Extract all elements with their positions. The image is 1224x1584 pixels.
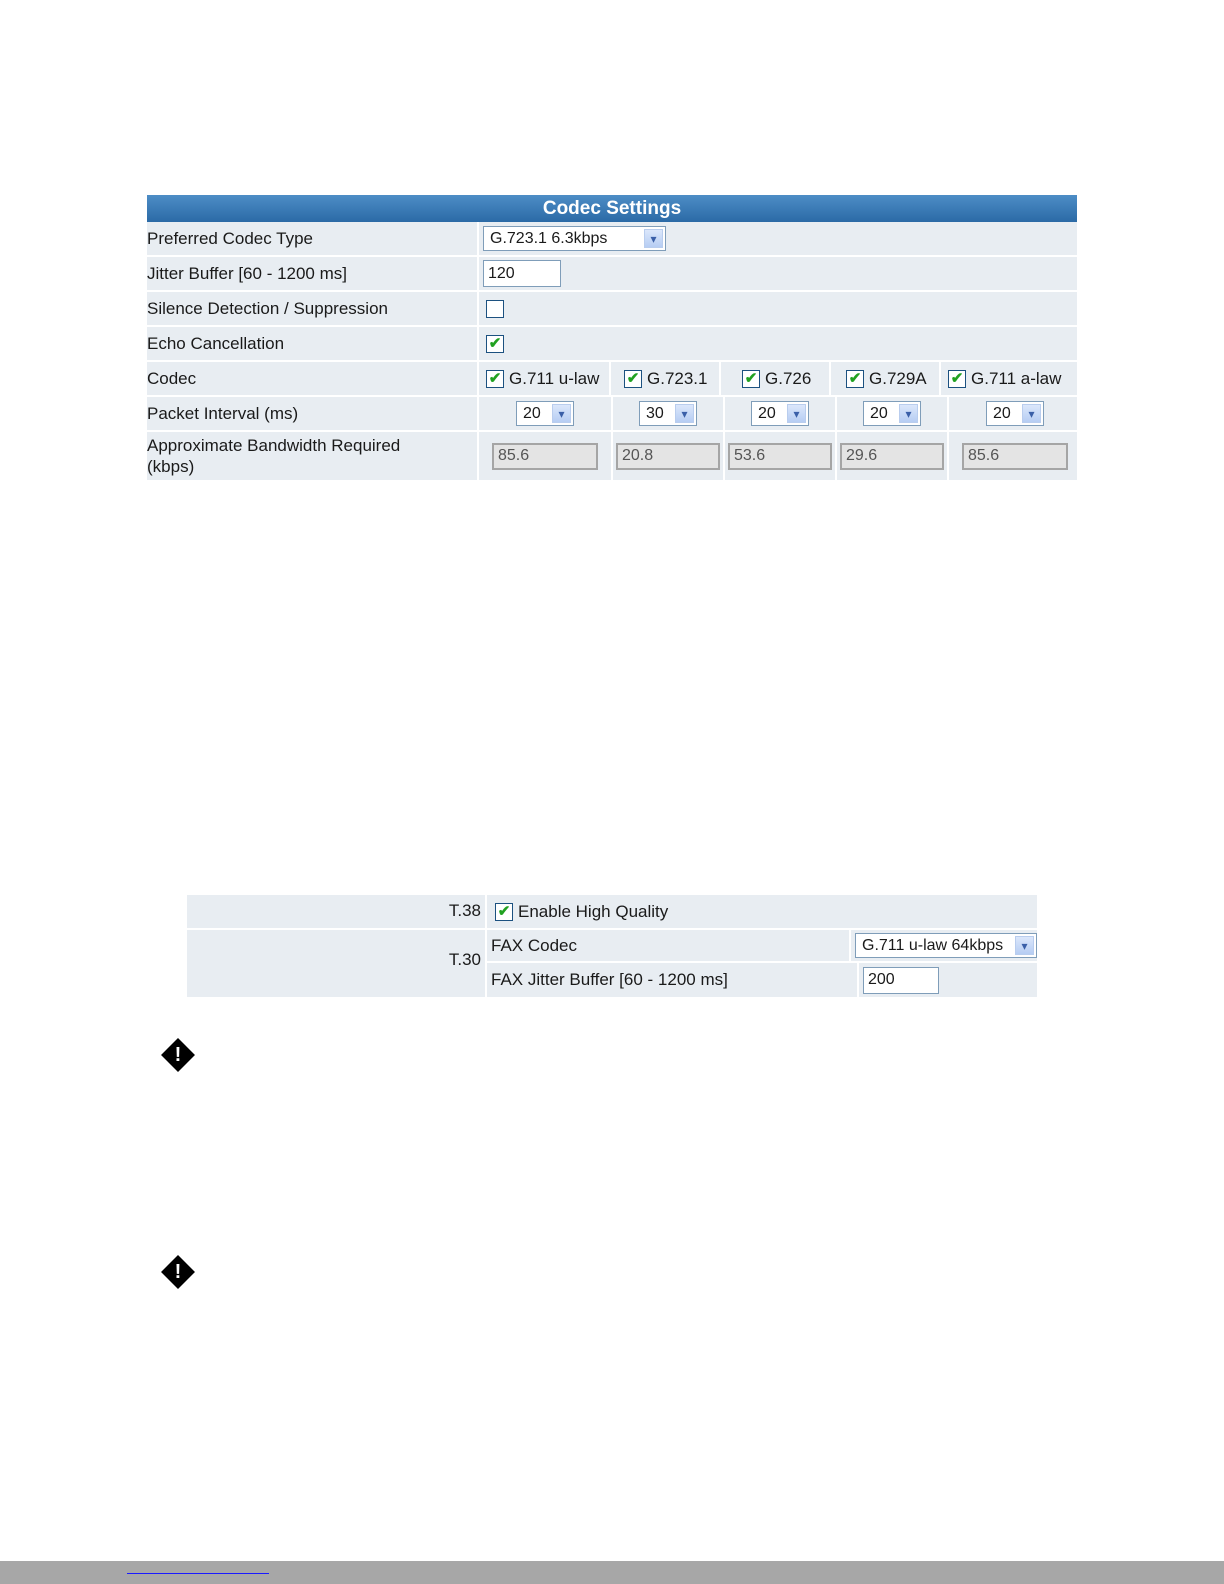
chevron-down-icon[interactable]: ▾ [787,404,806,423]
codec-g711u-checkbox[interactable] [486,370,504,388]
silence-detection-checkbox[interactable] [486,300,504,318]
interval-select-g726[interactable] [751,401,809,426]
fax-jitter-label: FAX Jitter Buffer [60 - 1200 ms] [491,970,728,989]
interval-value: 20 [870,404,888,422]
warning-mark: ! [174,1260,182,1283]
warning-mark: ! [174,1043,182,1066]
bandwidth-label-line2: (kbps) [147,457,195,476]
interval-select-g729a[interactable] [863,401,921,426]
bandwidth-g711u: 85.6 [492,443,598,470]
checkmark-icon: ✔ [488,335,502,352]
checkmark-icon: ✔ [950,370,964,387]
chevron-down-icon[interactable]: ▾ [552,404,571,423]
bandwidth-g7231: 20.8 [616,443,720,470]
bandwidth-label [147,432,479,480]
packet-interval-label: Packet Interval (ms) [147,397,479,430]
interval-cell-4 [837,397,949,430]
codec-g711a-label: G.711 a-law [971,368,1062,388]
bandwidth-cell-4 [837,432,949,480]
silence-detection-label: Silence Detection / Suppression [147,292,479,325]
bandwidth-g726: 53.6 [728,443,832,470]
interval-cell-3 [725,397,837,430]
checkmark-icon: ✔ [488,370,502,387]
fax-options-column [487,895,1037,997]
codec-g711u-label: G.711 u-law [509,368,600,388]
packet-interval-row [147,397,1077,432]
jitter-buffer-row [147,257,1077,292]
echo-cancellation-checkbox[interactable] [486,335,504,353]
interval-cell-1 [479,397,613,430]
checkmark-icon: ✔ [497,903,511,920]
bandwidth-label-line1: Approximate Bandwidth Required [147,436,401,455]
chevron-down-icon[interactable]: ▾ [1022,404,1041,423]
fax-codec-value: G.711 u-law 64kbps [862,936,1004,954]
interval-select-g711u[interactable] [516,401,574,426]
fax-codec-label: FAX Codec [491,935,577,955]
bandwidth-cell-5 [949,432,1081,480]
fax-settings-panel [187,895,1037,997]
codec-settings-title: Codec Settings [147,195,1077,222]
preferred-codec-select[interactable] [483,226,666,251]
jitter-buffer-label: Jitter Buffer [60 - 1200 ms] [147,257,479,290]
codec-g726-checkbox[interactable] [742,370,760,388]
bandwidth-g729a: 29.6 [840,443,944,470]
codec-cell-g711u [479,362,611,395]
interval-select-g7231[interactable] [639,401,697,426]
chevron-down-icon[interactable]: ▾ [899,404,918,423]
codec-g726-label: G.726 [765,368,812,388]
silence-detection-row [147,292,1077,327]
checkmark-icon: ✔ [626,370,640,387]
bandwidth-row [147,432,1077,480]
bandwidth-cell-1 [479,432,613,480]
codec-cell-g7231 [611,362,721,395]
page-footer [0,1561,1224,1584]
interval-cell-2 [613,397,725,430]
chevron-down-icon[interactable]: ▾ [675,404,694,423]
codec-label: Codec [147,362,479,395]
codec-g7231-checkbox[interactable] [624,370,642,388]
bandwidth-g711a: 85.6 [962,443,1068,470]
checkmark-icon: ✔ [848,370,862,387]
codec-row [147,362,1077,397]
footer-link-underline[interactable] [127,1573,269,1574]
divider [187,928,485,930]
codec-g7231-label: G.723.1 [647,368,708,388]
interval-value: 30 [646,404,664,422]
jitter-buffer-input[interactable]: 120 [483,260,561,287]
checkmark-icon: ✔ [744,370,758,387]
t38-label: T.38 [448,901,481,920]
echo-cancellation-row [147,327,1077,362]
codec-cell-g726 [721,362,831,395]
interval-value: 20 [523,404,541,422]
codec-cell-g729a [831,362,941,395]
fax-codec-select[interactable] [855,933,1037,958]
fax-jitter-input[interactable]: 200 [863,967,939,994]
echo-cancellation-label: Echo Cancellation [147,327,479,360]
codec-settings-panel [147,195,1077,480]
codec-g729a-checkbox[interactable] [846,370,864,388]
preferred-codec-value: G.723.1 6.3kbps [490,229,608,247]
chevron-down-icon[interactable]: ▾ [644,229,663,248]
chevron-down-icon[interactable]: ▾ [1015,936,1034,955]
fax-codec-row [487,930,1037,961]
t30-label: T.30 [448,950,481,969]
preferred-codec-row [147,222,1077,257]
interval-value: 20 [993,404,1011,422]
fax-jitter-row [487,963,1037,997]
enable-high-quality-checkbox[interactable] [495,903,513,921]
codec-cell-g711a [941,362,1073,395]
interval-value: 20 [758,404,776,422]
bandwidth-cell-3 [725,432,837,480]
enable-high-quality-label: Enable High Quality [518,901,669,921]
t38-row [487,895,1037,928]
bandwidth-cell-2 [613,432,725,480]
preferred-codec-label: Preferred Codec Type [147,222,479,255]
interval-cell-5 [949,397,1081,430]
codec-g711a-checkbox[interactable] [948,370,966,388]
codec-g729a-label: G.729A [869,368,927,388]
interval-select-g711a[interactable] [986,401,1044,426]
fax-protocol-column [187,895,487,997]
